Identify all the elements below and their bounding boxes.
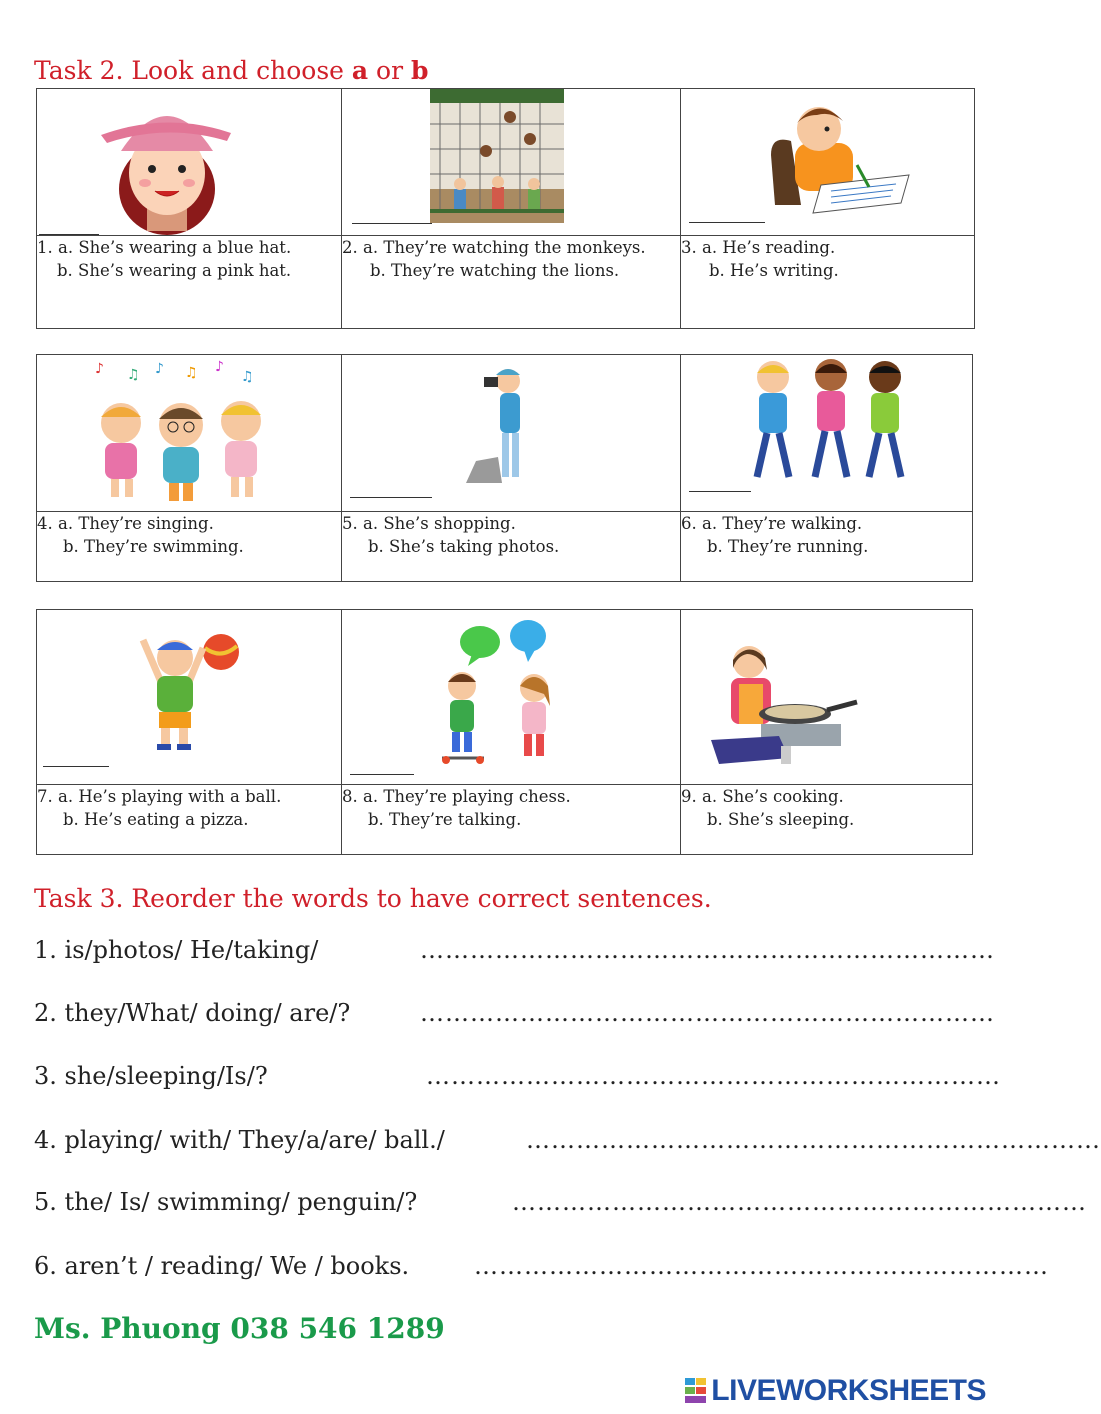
picture-cell-8: [342, 610, 681, 785]
option-b-7[interactable]: b. He’s eating a pizza.: [63, 810, 249, 829]
svg-text:♪: ♪: [215, 359, 224, 375]
answer-blank-8[interactable]: [350, 774, 414, 775]
woman-cooking-image: [709, 640, 859, 770]
answer-blank-2[interactable]: [352, 223, 432, 224]
options-cell-6: [681, 512, 973, 582]
reorder-sentence-4: 4. playing/ with/ They/a/are/ ball./: [34, 1126, 445, 1154]
kids-singing-image: [81, 359, 287, 507]
exercise-table-1: [36, 88, 975, 329]
task2-title-b: b: [411, 56, 429, 85]
answer-blank-6[interactable]: [689, 491, 751, 492]
picture-cell-7: [37, 610, 342, 785]
picture-cell-1: [37, 89, 342, 236]
option-b-1[interactable]: b. She’s wearing a pink hat.: [57, 261, 292, 280]
picture-cell-6: [681, 355, 973, 512]
options-cell-1: [37, 236, 342, 329]
options-cell-8: [342, 785, 681, 855]
reorder-sentence-6: 6. aren’t / reading/ We / books.: [34, 1252, 410, 1280]
boy-ball-image: [129, 624, 249, 754]
liveworksheets-logo[interactable]: [685, 1374, 986, 1408]
answer-line-5[interactable]: ……………………………………………………………: [512, 1188, 1087, 1216]
answer-line-6[interactable]: ……………………………………………………………: [474, 1252, 1049, 1280]
option-b-2[interactable]: b. They’re watching the lions.: [370, 261, 620, 280]
options-cell-9: [681, 785, 973, 855]
answer-line-1[interactable]: ……………………………………………………………: [420, 936, 995, 964]
picture-cell-3: [681, 89, 975, 236]
option-a-2[interactable]: 2. a. They’re watching the monkeys.: [342, 238, 646, 257]
reorder-sentence-2: 2. they/What/ doing/ are/?: [34, 999, 351, 1027]
task2-title-prefix: Task 2. Look and choose: [34, 56, 352, 85]
answer-line-3[interactable]: ……………………………………………………………: [426, 1062, 1001, 1090]
option-b-9[interactable]: b. She’s sleeping.: [707, 810, 855, 829]
teacher-signature: Ms. Phuong 038 546 1289: [34, 1312, 445, 1345]
picture-cell-2: [342, 89, 681, 236]
exercise-table-2: [36, 354, 973, 582]
kids-walking-image: [747, 357, 917, 487]
reorder-sentence-5: 5. the/ Is/ swimming/ penguin/?: [34, 1188, 418, 1216]
option-a-4[interactable]: 4. a. They’re singing.: [37, 514, 214, 533]
option-a-8[interactable]: 8. a. They’re playing chess.: [342, 787, 571, 806]
option-b-8[interactable]: b. They’re talking.: [368, 810, 522, 829]
options-cell-7: [37, 785, 342, 855]
answer-blank-3[interactable]: [689, 222, 765, 223]
picture-cell-9: [681, 610, 973, 785]
options-cell-4: [37, 512, 342, 582]
option-b-3[interactable]: b. He’s writing.: [709, 261, 839, 280]
reorder-sentence-1: 1. is/photos/ He/taking/: [34, 936, 319, 964]
liveworksheets-logo-text: LIVEWORKSHEETS: [711, 1374, 986, 1407]
picture-cell-4: [37, 355, 342, 512]
answer-blank-5[interactable]: [350, 497, 432, 498]
svg-text:♪: ♪: [95, 361, 104, 377]
option-a-3[interactable]: 3. a. He’s reading.: [681, 238, 836, 257]
task2-title: [34, 56, 429, 85]
option-a-1[interactable]: 1. a. She’s wearing a blue hat.: [37, 238, 292, 257]
kids-talking-image: [428, 618, 578, 764]
answer-line-2[interactable]: ……………………………………………………………: [420, 999, 995, 1027]
options-cell-3: [681, 236, 975, 329]
girl-taking-photo-image: [462, 365, 552, 485]
girl-pink-hat-image: [97, 91, 237, 233]
svg-text:♪: ♪: [155, 361, 164, 377]
option-a-7[interactable]: 7. a. He’s playing with a ball.: [37, 787, 282, 806]
answer-blank-7[interactable]: [43, 766, 109, 767]
reorder-sentence-3: 3. she/sleeping/Is/?: [34, 1062, 268, 1090]
options-cell-2: [342, 236, 681, 329]
boy-writing-image: [761, 95, 911, 225]
svg-text:♫: ♫: [127, 367, 140, 383]
picture-cell-5: [342, 355, 681, 512]
exercise-table-3: [36, 609, 973, 855]
option-b-5[interactable]: b. She’s taking photos.: [368, 537, 560, 556]
option-b-4[interactable]: b. They’re swimming.: [63, 537, 244, 556]
option-b-6[interactable]: b. They’re running.: [707, 537, 869, 556]
task3-title: Task 3. Reorder the words to have correct sentences.: [34, 884, 712, 913]
zoo-monkeys-image: [430, 89, 564, 223]
task2-title-or: or: [368, 56, 412, 85]
liveworksheets-logo-icon: [685, 1378, 707, 1404]
task2-title-a: a: [351, 56, 369, 85]
answer-line-4[interactable]: ……………………………………………………………: [526, 1126, 1101, 1154]
options-cell-5: [342, 512, 681, 582]
svg-text:♫: ♫: [241, 369, 254, 385]
option-a-5[interactable]: 5. a. She’s shopping.: [342, 514, 516, 533]
option-a-6[interactable]: 6. a. They’re walking.: [681, 514, 863, 533]
svg-text:♫: ♫: [185, 365, 198, 381]
option-a-9[interactable]: 9. a. She’s cooking.: [681, 787, 844, 806]
